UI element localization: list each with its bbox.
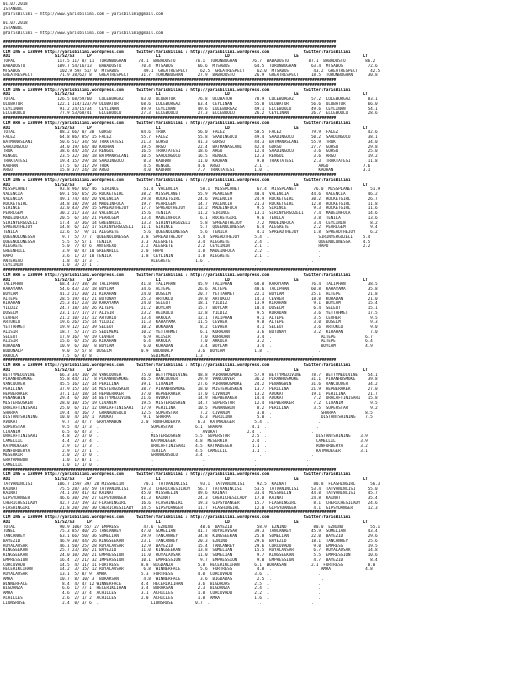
text-line: GREATRESPECT 71.9 38/62/ 8 GREATRESPECT 31.7 TORUNBUGHAN 27.9 BABADOSTU 26.9 GREATRESPECT 18.5 TORUNBUGHAN 30.8 bbox=[3, 73, 378, 78]
text-line: ACHILLES 2.6 2/ 1/ 2 ACHILLES 2.0 ACHILLES 1.8 AMRA 1.6 . . bbox=[3, 595, 321, 600]
text-line: AMRA 10.7 8/ 10/ 3 BURAKSAN 4.8 WINNERFACE 3.6 BIGDADAS 2.5 . . bbox=[3, 576, 324, 581]
text-line: PEARLGEM 30.2 21/ 33/ 33 VALENCIA 15.6 TENILA 11.2 SIRINCE 13.1 SIRINYERGUZELI 7.4 MADEINFOCA 14.6 bbox=[3, 211, 378, 215]
text-line: VALENCIA 69.1 56/ 65/ 26 ROCKETGIRL 38.2 MISSPLANET 55.9 PEARLGEM 40.4 VALENCIA 44.6 VALENCIA 46.2 bbox=[3, 192, 378, 196]
text-line: ISTANBUL bbox=[3, 25, 23, 30]
text-line: BATMANASLANI 50.6 51/ 34/ 50 TRAKTATESI 21.3 GURSU 41.3 GURSU 44.3 BATMANASLANI 55.9 TROK 34.0 bbox=[3, 139, 378, 144]
text-line: SELEUT 17.9 16/ 9/ 19 CEVHER 6.9 ALISIR 7.0 KURADAN 3.4 . ALTEPE 6.7 bbox=[3, 334, 373, 339]
text-line: SAADINGUCU 34.0 19/ 64/ 40 KAOHAN 19.5 ARGO 22.4 BATMANASLANI 42.4 GURSU 27.7 GURSU 29.8 bbox=[3, 144, 378, 149]
text-line: MADEINFOCA 20.5 6/ 14/ 21 PEARLGEM 13.4 MADEINFOCA 6.1 ROCKETGIRL 9.6 TENILA 3.8 TENILA 13.6 bbox=[3, 215, 378, 220]
text-line: ROCKETGIRL 34.8 18/ 29/ 34 MADEINFOCA 19.7 PEARLGEM 14.7 VALENCIA 21.3 ROCKETGIRL 12.8 ROCKETGIRL 11.8 bbox=[3, 201, 378, 206]
text-line: YILDIZ 24.7 18/ 14/ 26 ALTEPE 21.2 BOYLAM 15.7 BOYLAM 10.4 DUSELM 6.4 SELEUT 15.1 bbox=[3, 306, 378, 310]
text-line: FALEZ 64.8 86/ 85/ 15 FALEZ 55.7 FALEZ 55.8 SAADINGUCU 49.4 SAADINGUCU 50.2 SAADINGUCU 38.1 bbox=[3, 135, 378, 139]
separator-line: ########################################################################################################################################## bbox=[3, 82, 337, 87]
column-header-line: ADI S1/S2/S3 LP L1 LD LE LT bbox=[3, 277, 368, 282]
text-line: EMPRESSION 16.4 2/ 21/ 32 IMPERSSION 10.1 EMPRESSION 9.7 EMPRESSION 9.0 EMPRESSION 4.7 BAYEZID 8.4 bbox=[3, 557, 378, 562]
text-line: KAINAT 75.5 28/ 34/ 59 TATVANINCISI 59.3 CHERICHESILADY 56.7 TATVANINCISI 53.5 TATVANINCISI 53.4 TATVANINCISI 55.0 bbox=[3, 486, 378, 491]
text-line: AVUKAT 9.7 3/ 4/ 7 GRAYAMABON 2.0 RUNFORDERYA 6.3 KATMADEGER 5.4 . . bbox=[3, 420, 321, 424]
text-line: QUEENOLONESSA 5.5 5/ 5/ 1 TENILA 3.3 ALEGRETE 3.4 ALEGRETE 2.4 . QUEENOLONESSA 4.5 bbox=[3, 239, 371, 244]
text-line: CEYLINAN 91.2 24/15/34 CEYLINAN 49.9 CEYLINAN 49.6 LULEBURGAZ 49.1 ELCEBOOLU 49.6 CEYLINAN 54.1 bbox=[3, 106, 378, 111]
text-line: 01.07.2018 bbox=[3, 21, 28, 25]
text-line: ALISIR 15.6 6/ 15/ 16 KIRAHAN 6.4 AKKOLA 7.0 AKKOLA 3.2 . ALTEPE 6.4 bbox=[3, 339, 373, 344]
text-line: FLASHINGIRL 21.8 20/ 28/ 30 CHERICHESILADY 14.5 GIPSYDANGER 11.7 FLASHINGIRL 12.0 GIPSYDANGER 4.1 GIPSYDANGER 12.3 bbox=[3, 505, 378, 510]
text-line: ARTUKLU 19.6 26/ 15/ 14 YILDIZ 11.3 KARAYAMA 11.5 CEVHER 9.8 ALTEPE 3.0 DUSELM 9.3 bbox=[3, 320, 378, 325]
separator-line: ########################################################################################################################################## bbox=[3, 40, 337, 44]
text-line: URALAFTINISARI 25.0 6/ 11/ 12 URALAFTINISARI 17.9 PERILINA 10.5 PENANGWIN 8.2 PERILINA 3.5 SUPERSTAR 9.2 bbox=[3, 405, 378, 410]
text-line: AMRA 4.6 2/ 3/ 4 ACHILLES 3.1 ACHILLES 1.8 CORCOVADO 2.2 . . bbox=[3, 591, 321, 595]
text-line: HAPO 3.6 1/ 2/ 10 TENILA 1.8 CEYLININ 1.8 ALEGRETE 2.1 . . bbox=[3, 253, 321, 258]
column-header-line: ADI S1/S2/S3 LP L1 LD LE LT bbox=[3, 519, 368, 524]
text-line: SIRINCE 32.0 43/ 29/ 15 SPREADTHEJOY 17.7 SPREADTHEJOY 13.2 MADEINFOCA 9.5 SIRINCE 9.3 ROCKETGIRL 11.6 bbox=[3, 206, 378, 211]
text-line: ULUBATUR 122.1 114/123/79 ULUBATUR 68.6 LULEBURGAZ 63.4 CEYLINAN 55.8 ULUBATUR 56.6 ULUBATUR 66.0 bbox=[3, 101, 378, 106]
text-line: KURADAN 10.9 6/ 10/ 8 BOYLAM 6.0 KURADAN 3.4 BOYLAM 3.4 . BOYLAM 4.9 bbox=[3, 344, 373, 348]
text-line: MISTERGOSKEN 28.0 10/ 15/ 19 CIVANIM 19.5 MISTERGOSKEN 14.7 SUPERSTAR 12.4 HEPBERAKER 7.2 CIVANIM 9.5 bbox=[3, 401, 378, 405]
race-header-line: CIM ARA = 138994 http://yarisbilimi.wordpress.com twitter:YarisBilimi : http://yarisbilimi.wordpress.com twitter:YarisBilimi bbox=[3, 272, 351, 277]
separator-line: ########################################################################################################################################## bbox=[3, 78, 337, 82]
separator-line: ########################################################################################################################################## bbox=[3, 510, 337, 515]
text-line: ISTANBUL bbox=[3, 6, 23, 11]
text-line: BOYLAM 41.2 21/ 30/ 21 KIRAHAN 24.0 DUSELM 20.7 YETTAHMET 22.1 BOYLAM 25.1 ALTEPE 21.8 bbox=[3, 291, 378, 296]
text-line: GIPSYDANGER 46.6 30/ 29/ 27 GIPSYDANGER 41.3 KAINAT 24.3 CHERICHESILADY 17.8 KAINAT 24.8 KAINAT 35.4 bbox=[3, 496, 378, 500]
text-line: BUDUNALP 9.0 5/ 5/ 8 DUSELM 0.9 BUDUNALP 3.6 BOYLAM 1.8 . . bbox=[3, 348, 321, 353]
text-line: 01.07.2018 bbox=[3, 2, 28, 6]
text-line: CEVHER 21.2 10/ 21/ 12 ARTUKLU 13.4 AKKOLA 12.1 TALIPHAN 9.1 ALTEPE 3.5 CEVHER 9.5 bbox=[3, 315, 378, 320]
text-line: KINGSEEKAN 24.0 10/ 20/ 21 EMPRESSION 11.0 ROYALAVSAR 11.0 SUMELIAN 9.7 KINGSEEKAN 5.5 EMPRESSION 10.6 bbox=[3, 553, 378, 557]
text-line: CHERICHESILADY 42.7 23/ 19/ 32 FLASHINGIRL 16.6 FLASHINGIRL 19.3 GIPSYDANGER 15.7 FLASHINGIRL 8.1 CHERICHESILADY 24.6 bbox=[3, 500, 378, 505]
separator-line: ########################################################################################################################################## bbox=[3, 358, 337, 363]
separator-line: ########################################################################################################################################## bbox=[3, 116, 337, 120]
race-header-line: CIM ING = 138994 http://yarisbilimi.wordpress.com twitter:YarisBilimi : http://yarisbilimi.wordpress.com twitter:YarisBilimi bbox=[3, 87, 351, 92]
text-line: HEPBERAKER 37.1 13/ 18/ 14 HEPBERAKER 37.0 HEPBERAKER 17.0 CIVANIM 13.2 AVUKAT 19.1 PERILINA 21.7 bbox=[3, 391, 378, 396]
text-line: PERILINA 37.9 15/ 14/ 14 MISTERGOSKEN 38.7 PIRANHOSMOKE 18.0 MISTERGOSKEN 13.7 PERILINA 21.9 HEPBERAKER 27.0 bbox=[3, 386, 378, 391]
text-line: PENANGWIN 29.4 6/ 10/ 14 BETTYMEDIVINE 21.6 AVUKAT 14.9 HEPBERAKER 14.4 AVUKAT 7.2 URALAFTINISARI 15.8 bbox=[3, 396, 378, 401]
column-header-line: ADI S1/S2/S3 LP L1 LD LE LT bbox=[3, 182, 368, 187]
column-header-line: ADI S1/S2/S3 LP L1 LD LE LT bbox=[3, 125, 368, 130]
text-line: VANCOUVER 45.5 16/ 12/ 14 PERILINA 39.1 CIVANIM 27.6 PIRANHOSMOKE 24.2 PENANGWIN 31.6 VANCOUVER 34.2 bbox=[3, 382, 378, 386]
text-line: ROYALAVSAR 46.1 50/ 25/ 28 ROYALAVSAR 12.9 BAYEZID 15.4 TANCANREY 29.6 CORCOVADO 9.0 EMPRESS 19.5 bbox=[3, 543, 378, 548]
text-line: KINGSEEKAN 25.7 23/ 16/ 21 BAYEZID 11.0 KINGSEEKAN 13.8 SUMELIAN 15.5 ROYALAVSAR 6.7 ROYALAVSAR 14.8 bbox=[3, 548, 378, 553]
text-line: DUSELM 23.1 17/ 17/ 27 ALISIR 23.2 REIKOLU 12.8 YILDIZ 9.5 KURADAN 3.6 YETTAHMET 17.5 bbox=[3, 310, 378, 315]
text-line: WINNERFACE 8.4 4/ 4/ 12 WINNERFACE 4.4 HECERIKLIHAN 3.6 BIGDADAS 2.5 . . bbox=[3, 581, 321, 586]
text-line: BAYEZID 46.9 38/ 44/ 26 KINGSEEKAN 23.1 TANCANREY 20.3 EZNINO 29.6 BAYEZID 18.1 TANCANREY 25.6 bbox=[3, 538, 378, 543]
text-line: ARGO 15.8 37/ 24/ 18 ARGO 4.0 KAOHAN 7.7 TRAKTATESI 1.0 . KAOHAN 3.1 bbox=[3, 168, 371, 173]
text-line: VALENCIA 49.1 74/ 44/ 20 VALENCIA 29.8 ROCKETGIRL 24.6 VALENCIA 24.9 ROCKETGIRL 30.2 ROCKETGIRL 26.7 bbox=[3, 196, 378, 201]
text-line: TRAKTATESI 19.4 15/ 29/ 18 SAADINGUCU 8.3 KAOHAN 11.0 KAOHAN 9.8 TRAKTATESI 2.3 TRAKTATESI 11.8 bbox=[3, 158, 378, 163]
race-header-line: CIM ING = 138994 http://yarisbilimi.wordpress.com twitter:YarisBilimi : http://yarisbilimi.wordpress.com twitter:YarisBilimi bbox=[3, 177, 351, 182]
separator-line: ########################################################################################################################################## bbox=[3, 268, 337, 272]
text-line: AKKOLA 7.5 6/ 4/ 8 . SEDIMEMI 1.3 . . . bbox=[3, 353, 314, 358]
text-line: KATMADEGER 2.9 1/ 1/ 3 . URALAFTINISARI 4.5 KATMADEGER 1.1 . RUNFORDERYA 3.2 bbox=[3, 443, 368, 448]
text-line: BABADOSTU 109.7 54/16/13 BABADOSTU 70.4 MTSABOS 66.6 MTSABOS 64.5 TORUNBUGHAN 63.4 MTSABOS 72.6 bbox=[3, 63, 378, 68]
text-line: SUPERSTAR 9.5 4/ 1/ 3 . SUPERSTAR 6.1 SHARPA 4.1 . . bbox=[3, 424, 319, 429]
text-line: RUNFORDERYA 2.9 1/ 2/ 1 . TERILA 4.5 CAMELLIL 1.1 . KATMADEGER 3.1 bbox=[3, 448, 368, 453]
text-line: MESERKIR 2.0 2/ 1/ 0 . GRANADOSOLO 3.4 . . . bbox=[3, 453, 314, 458]
text-line: KAINAT 74.1 39/ 41/ 42 KAINAT 45.0 MISSHELIN 49.6 KAINAT 33.4 MISSHELIN 44.8 TATVANINCISI 45.7 bbox=[3, 491, 378, 496]
text-line: BIGDANZA 6.6 1/ 7/ 1 HECERIKLIHAN 3.4 BURAKSAN 2.3 BIGDANZA 2.4 . . bbox=[3, 586, 321, 591]
race-header-line: CIM ARA = 138994 http://yarisbilimi.wordpress.com twitter:YarisBilimi : http://yarisbilimi.wordpress.com twitter:YarisBilimi bbox=[3, 363, 351, 367]
text-line: SPREADTHEJOY 14.8 6/ 12/ 17 SIRINYERGUZELI 11.1 GIRINCE 5.7 QUEENOLONESSA 6.4 ALEGRETE 2.2 PEARLGEM 9.4 bbox=[3, 225, 378, 230]
text-line: CORCOVADO 14.5 4/ 11/ 11 FORTRESS 8.8 BIGDANZA 5.8 HECERIKLIHAN 6.1 BURAKSAN 2.1 FORTRESS 8.0 bbox=[3, 562, 376, 567]
text-line: ALTEPE 28.5 19/ 41/ 21 BUTONAY 25.3 ARTUKLU 19.8 ARTUKLU 14.3 CEVHER 18.8 KURADAN 21.0 bbox=[3, 296, 378, 301]
column-header-line: ADI S1/S2/S3 LP L1 LD LE LT bbox=[3, 54, 368, 59]
handicap-text-document bbox=[3, 2, 526, 605]
race-header-line: CIM ING = 138994 http://yarisbilimi.wordpress.com twitter:YarisBilimi : http://yarisbilimi.wordpress.com twitter:YarisBilimi bbox=[3, 49, 351, 54]
text-line: ALISIR 18.7 5/ 17/ 15 SEDIMEMI 10.2 YETTAHMET 6.1 KURADAN 3.6 BUTONAY 3.2 KIRAHAN 7.0 bbox=[3, 329, 378, 334]
text-line: BETTYMEDIVINE 66.3 34/ 10/ 28 VANCOUVER 75.0 BETTYMEDIVINE 48.8 PIRANHOSMOKE 57.9 BETTYMEDIVINE 78.7 BETTYMEDIVINE 54.1 bbox=[3, 372, 378, 377]
text-line: URALAFTINISARI 4.8 2/ 3/ 0 . MISTERGOSKEN 5.5 SUPERSTAR 2.5 . DISTANTSHINING 3.9 bbox=[3, 434, 368, 439]
text-line: HECERIKLIHAN 14.2 3/ 15/ 12 ROYALAVSAR 6.8 WINNERFACE 5.6 FORTRESS 4.8 . AMRA 4.8 bbox=[3, 567, 373, 572]
text-line: LIONSROSE 2.4 0/ 3/ 6 . LIONSROSE 0.7 . . . bbox=[3, 600, 314, 605]
race-header-line: CIM ING = 138994 http://yarisbilimi.wordpress.com twitter:YarisBilimi : http://yarisbilimi.wordpress.com twitter:YarisBilimi bbox=[3, 515, 351, 519]
column-header-line: ADI S1/S2/S3 LP L1 LD LE LT bbox=[3, 367, 368, 372]
separator-line: ########################################################################################################################################## bbox=[3, 467, 337, 472]
text-line: CAMELLIL 1.0 1/ 1/ 0 . . . . . bbox=[3, 462, 309, 467]
text-line: TROK 38.6 44/ 24/ 23 RENGUL 16.5 TRAKTATESI 18.6 ARGO 12.4 SAADINGUCU 3.6 GURSU 25.0 bbox=[3, 149, 378, 154]
column-header-line: ADI S1/S2/S3 LP L1 LD LE LT bbox=[3, 92, 368, 97]
text-line: GREENHILL 3.9 0/ 4/ 10 GREENHILL 2.0 HAPO 1.8 MADEINFOCA 2.2 . . bbox=[3, 249, 321, 253]
text-line: TUNEL 75.3 85/ 40/ 25 TANCANREY 47.0 SUMELIAN 41.7 ROYALAVSAR 39.3 TANCANREY 45.9 SUMELIAN 43.4 bbox=[3, 529, 378, 534]
text-line: DISTANTSHINING 10.0 4/ 14/ 1 AVUKAT 9.1 SHARPA 6.3 PERILINA 5.0 . DISTANTSHINING 7.5 bbox=[3, 415, 373, 420]
text-line: TOPAL 117.5 11/ 8/ 11 TORUNBUGHAN 74.1 BABADOSTU 76.1 TORUNBUGHAN 76.7 BABADOSTU 87.1 BABADOSTU 86.2 bbox=[3, 59, 376, 63]
text-line: ELCEBOOLU 77.9 53/68/41 ELCEBOOLU 27.3 ELCEBOOLU 27.3 ELCEBOOLU 26.2 CEYLINAN 26.7 ELCEBOOLU 28.6 bbox=[3, 111, 378, 116]
text-line: TENILA 12.6 5/ 9/ 11 ALEGRETE 5.6 QUEENOLONESSA 5.6 TENILA 4.1 SPREADTHEJOY 1.8 SPREADTHEJOY 6.2 bbox=[3, 230, 378, 234]
text-line: TOTAL 88.2 66/ 0/ 30 GURSU 84.6 TROK 56.0 FALEZ 58.5 FALEZ 79.9 FALEZ 42.6 bbox=[3, 130, 378, 135]
text-line: MISSPLANET 93.8 96/ 66/ 46 SIRINCE 51.4 VALENCIA 58.1 MISSPLANET 67.4 MISSPLANET 76.0 MISSPLANET 51.9 bbox=[3, 187, 381, 192]
text-line: KIRAHAN 25.3 41/ 23/ 10 KARAYAMA 24.0 SELEUT 18.1 YILDIZ 13.9 KIRAHAN 9.1 BOYLAM 15.4 bbox=[3, 301, 378, 306]
text-line: RENGUL 23.5 32/ 18/ 18 BATMANASLANI 10.5 SAADINGUCU 16.5 RENGUL 12.3 RENGUL 3.6 ARGO 19.2 bbox=[3, 154, 378, 158]
text-line: TOTAL 90.9 106/ 55/ 27 EMPRESS 47.6 EZNINO 40.6 BAYEZID 58.9 EZNINO 80.0 EZNINO 55.1 bbox=[3, 524, 381, 529]
separator-line: ########################################################################################################################################## bbox=[3, 173, 337, 177]
text-line: QUEENOLONESSA 9.7 5/ 7/ 7 QUEENOLONESSA 3.8 SPREADTHEJOY 5.4 SPREADTHEJOY 5.4 . SIRINYERGUZELI 5.4 bbox=[3, 234, 371, 239]
text-line: @YarisBilimi — http://www.yarisbilimi.com — yarisbilimi@gmail.com bbox=[3, 11, 164, 16]
race-header-line: CIM ARA = 138994 http://yarisbilimi.wordpress.com twitter:YarisBilimi : http://yarisbilimi.wordpress.com twitter:YarisBilimi bbox=[3, 120, 351, 125]
text-line: TOTAL 126.5 68/59/60 LULEBURGAZ 83.0 ULUBATUR 76.8 ULUBATUR 78.9 LULEBURGAZ 57.2 LULEBURGAZ 83.1 bbox=[3, 97, 378, 101]
text-line: CEYLININ 1.0 3/ 2/ 1 . . . . . bbox=[3, 263, 309, 268]
column-header-line: ADI S1/S2/S3 LP L1 LD LE LT bbox=[3, 477, 368, 481]
text-line: GRAYAMABON 1.0 1/ 0/ 1 . . . . . bbox=[3, 458, 309, 462]
text-line: ALEGRETE 5.0 7/ 4/ 6 ANTEREXO 2.2 ALEGRETE 2.2 CEYLININ 2.1 . HAPO 2.2 bbox=[3, 244, 371, 249]
race-header-line: CIM ING = 138994 http://yarisbilimi.wordpress.com twitter:YarisBilimi : http://yarisbilimi.wordpress.com twitter:YarisBilimi bbox=[3, 472, 351, 477]
text-line: MTSABOS 102.9 59/ 51/ 0 MTSABOS 49.1 GREATRESPECT 62.5 GREATRESPECT 62.0 MTSABOS 43.2 GREATRESPECT 42.5 bbox=[3, 68, 381, 73]
text-line: KARAYAMA 54.6 43/ 23/ 18 BOYLAM 34.6 ALTEPE 26.6 ALTEPE 48.6 TALIPHAN 60.8 KARAYAMA 35.8 bbox=[3, 287, 378, 291]
text-line: CAMELLIL 4.4 2/ 3/ 4 . KATMADEGER 4.8 MESERKIR 2.4 . CAMELLIL 3.9 bbox=[3, 439, 368, 443]
text-line: TANCANREY 63.1 66/ 50/ 36 SUMELIAN 29.9 TANCANREY 34.8 KINGSEEKAN 25.8 SUMELIAN 22.0 BAYEZID 29.6 bbox=[3, 534, 378, 538]
text-line: ROYALAVSAR 13.1 5/ 8/ 9 AMRA 5.3 FORTRESS 4.0 CORCOVADO 3.6 . . bbox=[3, 572, 321, 576]
text-line: SIRINYERGUZELI 17.4 3/ 36/ 14 GREENHILL 13.3 SIRINYERGUZELI 5.8 SPREADTHEJOY 7.2 MADEINFOCA 3.4 CEYLININ 8.2 bbox=[3, 220, 378, 225]
text-line: @YarisBilimi — http://www.yarisbilimi.com — yarisbilimi@gmail.com bbox=[3, 30, 164, 35]
separator-line: ########################################################################################################################################## bbox=[3, 44, 337, 49]
text-line: TALIPHAN 68.4 37/ 38/ 38 TALIPHAN 41.8 TALIPHAN 45.9 TALIPHAN 68.8 KARAYAMA 76.4 TALIPHAN 38.5 bbox=[3, 282, 378, 287]
text-line: PIRANHOSMOKE 55.8 44/ 11/ 8 PIRANHOSMOKE 46.5 VANCOUVER 29.9 VANCOUVER 36.2 PIRANHOSMOKE 31.1 PIRANHOSMOKE 39.8 bbox=[3, 377, 378, 382]
text-line: YETTAHMET 19.9 12/ 12/ 39 SELEUT 10.2 BUKADAN 8.2 CEVHER 4.1 SELEUT 3.6 ARTUKLU 9.0 bbox=[3, 325, 378, 329]
text-line: TATVANINCISI 106.7 159/ 39/ 28 MISSHELIN 70.1 TATVANINCISI 93.1 TATVANINCISI 92.5 KAINAT 80.8 FLASHINGIRL 56.3 bbox=[3, 481, 381, 486]
text-line: KAOHAN 17.5 6/ 11/ 29 TROK 4.5 RENGUL 4.6 ARGO 2.1 . ARGO 7.6 bbox=[3, 163, 371, 168]
text-line: SHARPA 19.4 4/ 16/ 7 GRANADOSOLO 12.5 SUPERSTAR 7.2 CIVANIM 3.8 . SHARPA 8.5 bbox=[3, 410, 373, 415]
text-line: CIVANIM 6.5 6/ 4/ 3 . . AVUKAT 2.4 . . bbox=[3, 429, 314, 434]
text-line: ANTEREXO 1.8 4/ 1/ 3 . ALEGRETE 1.6 . . . bbox=[3, 258, 314, 263]
